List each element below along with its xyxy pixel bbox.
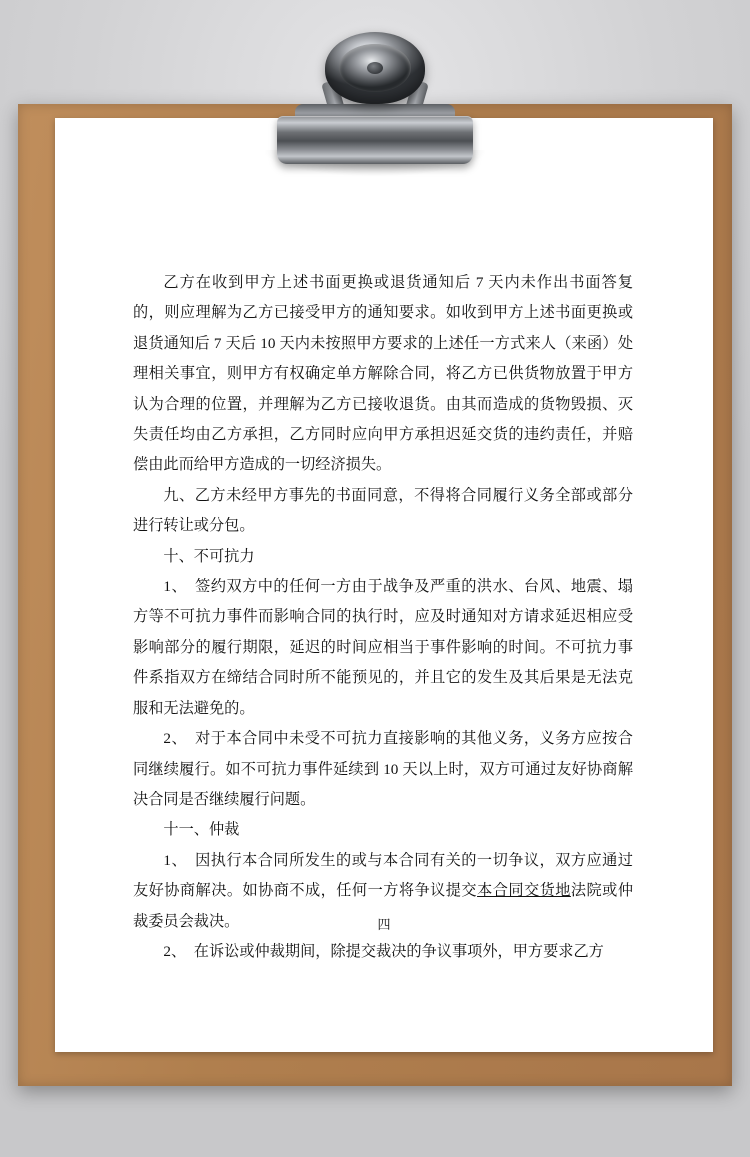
document-text-block <box>133 268 633 967</box>
paragraph: 九、乙方未经甲方事先的书面同意，不得将合同履行义务全部或部分进行转让或分包。 <box>133 486 633 535</box>
paragraph: 2、 对于本合同中未受不可抗力直接影响的其他义务，义务方应按合同继续履行。如不可抗力事件延续到 10 天以上时，双方可通过友好协商解决合同是否继续履行问题。 <box>133 730 633 808</box>
paragraph: 十一、仲裁 <box>163 821 240 839</box>
paragraph: 2、 在诉讼或仲裁期间，除提交裁决的争议事项外，甲方要求乙方 <box>163 942 604 960</box>
page-number: 四 <box>377 917 391 932</box>
paragraph: 1、 签约双方中的任何一方由于战争及严重的洪水、台风、地震、塌方等不可抗力事件而影响合同的执行时，应及时通知对方请求延迟相应受影响部分的履行期限，延迟的时间应相当于事件影响的时间。不可抗力事件系指双方在缔结合同时所不能预见的，并且它的发生及其后果是无法克服和无法避免的。 <box>133 578 633 717</box>
paragraph: 乙方在收到甲方上述书面更换或退货通知后 7 天内未作出书面答复的，则应理解为乙方已接受甲方的通知要求。如收到甲方上述书面更换或退货通知后 7 天后 10 天内未按照甲方要求的上述任一方式来人（来函）处理相关事宜，则甲方有权确定单方解除合同，将乙方已供货物放置于甲方认为合理的位置，并理解为乙方已接收退货。由其而造成的货物毁损、灭失责任均由乙方承担，乙方同时应向甲方承担迟延交货的违约责任，并赔偿由此而给甲方造成的一切经济损失。 <box>133 274 633 474</box>
paragraph: 十、不可抗力 <box>163 547 255 565</box>
paragraph: 1、 因执行本合同所发生的或与本合同有关的一切争议，双方应通过友好协商解决。如协商不成，任何一方将争议提交本合同交货地法院或仲裁委员会裁决。 <box>133 851 634 930</box>
document-page <box>55 118 713 1052</box>
clipboard <box>18 104 732 1086</box>
